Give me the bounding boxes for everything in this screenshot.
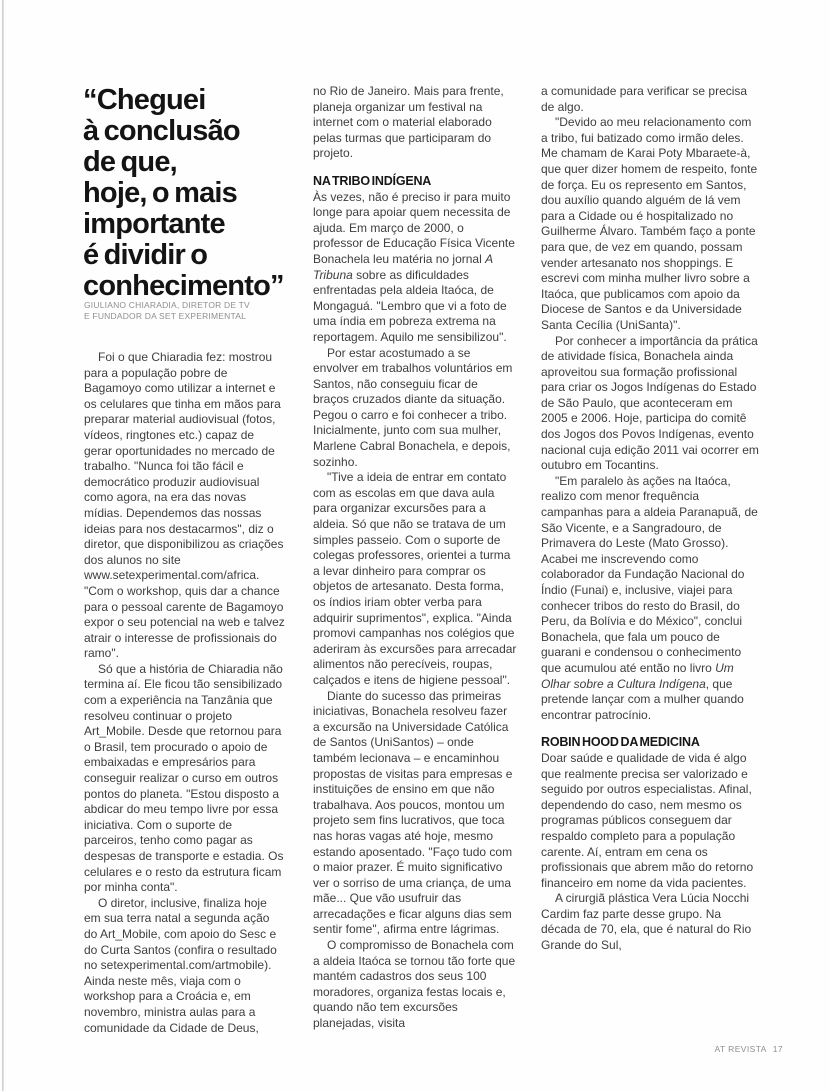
article-column-1 bbox=[84, 350, 285, 1036]
paragraph: O compromisso de Bonachela com a aldeia Itaóca se tornou tão forte que mantém cadastros dos seus 100 moradores, organiza festas locais e, quando não tem excursões planejadas, visita bbox=[313, 938, 516, 1031]
article-column-3 bbox=[541, 84, 759, 954]
attribution-line: GIULIANO CHIARADIA, DIRETOR DE TV bbox=[84, 300, 250, 310]
paragraph: Por estar acostumado a se envolver em trabalhos voluntários em Santos, não conseguiu ficar de braços cruzados diante da situação. Pegou o carro e foi conhecer a tribo. Inicialmente, junto com sua mulher, Marlene Cabral Bonachela, e depois, sozinho. bbox=[313, 345, 513, 469]
pull-quote bbox=[83, 85, 303, 302]
pull-quote-attribution bbox=[84, 300, 299, 322]
page-left-edge-line bbox=[2, 0, 4, 1091]
paragraph: "Tive a ideia de entrar em contato com as escolas em que dava aula para organizar excursões para a aldeia. Só que não se tratava de um simples passeio. Com o suporte de colegas professores, orientei a turma a levar dinheiro para comprar os objetos de artesanato. Desta forma, os índios iriam obter verba para adquirir suprimentos", explica. "Ainda promovi campanhas nos colégios que aderiram às excursões para arrecadar alimentos não perecíveis, roupas, calçados e itens de higiene pessoal". bbox=[313, 470, 517, 687]
paragraph: Doar saúde e qualidade de vida é algo que realmente precisa ser valorizado e seguido por outros especialistas. Afinal, dependendo do caso, nem mesmo os programas públicos conseguem dar respaldo completo para a população carente. Aí, entram em cena os profissionais que abrem mão do retorno financeiro em nome da vida pacientes. bbox=[541, 750, 754, 890]
page-number: 17 bbox=[772, 1044, 783, 1054]
pull-quote-line: é dividir o bbox=[83, 239, 208, 271]
pull-quote-line: conhecimento” bbox=[83, 270, 284, 302]
page-footer bbox=[715, 1044, 783, 1054]
section-heading-na-tribo-indigena: NA TRIBO INDÍGENA bbox=[313, 173, 432, 188]
pull-quote-line: “Cheguei bbox=[83, 84, 206, 116]
pull-quote-line: à conclusão bbox=[83, 115, 240, 147]
pull-quote-line: de que, bbox=[83, 146, 177, 178]
paragraph: Diante do sucesso das primeiras iniciativas, Bonachela resolveu fazer a excursão na Universidade Católica de Santos (UniSantos) – onde também lecionava – e encaminhou propostas de visitas para empresas e instituições de ensino em que não trabalhava. Aos poucos, montou um projeto sem fins lucrativos, que toca nas horas vagas até hoje, mesmo estando aposentado. "Faço tudo com o maior prazer. É muito significativo ver o sorriso de uma criança, de uma mãe... Que vão usufruir das arrecadações e ficar alguns dias sem sentir fome", afirma entre lágrimas. bbox=[313, 688, 513, 937]
paragraph: O diretor, inclusive, finaliza hoje em sua terra natal a segunda ação do Art_Mobile, com apoio do Sesc e do Curta Santos (confira o resultado no setexperimental.com/artmobile). Ainda neste mês, viaja com o workshop para a Croácia e, em novembro, ministra aulas para a comunidade da Cidade de Deus, bbox=[84, 895, 277, 1035]
paragraph: a comunidade para verificar se precisa de algo. bbox=[541, 84, 748, 114]
paragraph: "Devido ao meu relacionamento com a tribo, fui batizado como irmão deles. Me chamam de Karai Poty Mbaraete-à, que quer dizer homem de respeito, fonte de força. Eu os represento em Santos, dou auxílio quando alguém de lá vem para a Cidade ou é hospitalizado no Guilherme Álvaro. Também faço a ponte para que, de vez em quando, possam vender artesanato nos shoppings. E escrevi com minha mulher livro sobre a Itaóca, que publicamos com apoio da Diocese de Santos e da Universidade Santa Cecília (UniSanta)". bbox=[541, 115, 758, 332]
article-column-2 bbox=[313, 84, 517, 1032]
section-heading-robin-hood-da-medicina: ROBIN HOOD DA MEDICINA bbox=[541, 735, 700, 750]
paragraph: Às vezes, não é preciso ir para muito longe para apoiar quem necessita de ajuda. Em março de 2000, o professor de Educação Física Vicente Bonachela leu matéria no jornal A Tribuna sobre as dificuldades enfrentadas pela aldeia Itaóca, de Mongaguá. "Lembro que vi a foto de uma índia em pobreza extrema na reportagem. Aquilo me sensibilizou". bbox=[313, 189, 515, 344]
paragraph: "Em paralelo às ações na Itaóca, realizo com menor frequência campanhas para a aldeia Paranapuã, de São Vicente, e a Sangradouro, de Primavera do Leste (Mato Grosso). Acabei me inscrevendo como colaborador da Fundação Nacional do Índio (Funai) e, inclusive, viajei para conhecer tribos do resto do Brasil, do Peru, da Bolívia e do México", conclui Bonachela, que fala um pouco de guarani e condensou o conhecimento que acumulou até então no livro Um Olhar sobre a Cultura Indígena, que pretende lançar com a mulher quando encontrar patrocínio. bbox=[541, 473, 758, 722]
paragraph: no Rio de Janeiro. Mais para frente, planeja organizar um festival na internet com o material elaborado pelas turmas que participaram do projeto. bbox=[313, 84, 504, 161]
paragraph: Foi o que Chiaradia fez: mostrou para a população pobre de Bagamoyo como utilizar a internet e os celulares que tinha em mãos para preparar material audiovisual (fotos, vídeos, ringtones etc.) capaz de gerar oportunidades no mercado de trabalho. "Nunca foi tão fácil e democrático produzir audiovisual como agora, na era das novas mídias. Dependemos das nossas ideias para nos destacarmos", diz o diretor, que disponibilizou as criações dos alunos no site www.setexperimental.com/africa. "Com o workshop, quis dar a chance para o pessoal carente de Bagamoyo expor o seu potencial na web e talvez atrair o interesse de profissionais do ramo". bbox=[84, 350, 285, 661]
paragraph: A cirurgiã plástica Vera Lúcia Nocchi Cardim faz parte desse grupo. Na década de 70, ela, que é natural do Rio Grande do Sul, bbox=[541, 891, 752, 953]
pull-quote-line: importante bbox=[83, 208, 225, 240]
paragraph: Por conhecer a importância da prática de atividade física, Bonachela ainda aproveitou sua formação profissional para criar os Jogos Indígenas do Estado de São Paulo, que aconteceram em 2005 e 2006. Hoje, participa do comitê dos Jogos dos Povos Indígenas, evento nacional cuja edição 2011 vai ocorrer em outubro em Tocantins. bbox=[541, 333, 759, 473]
magazine-name: AT REVISTA bbox=[714, 1044, 767, 1054]
pull-quote-line: hoje, o mais bbox=[83, 177, 237, 209]
attribution-line: E FUNDADOR DA SET EXPERIMENTAL bbox=[84, 311, 247, 321]
paragraph: Só que a história de Chiaradia não termina aí. Ele ficou tão sensibilizado com a experiência na Tanzânia que resolveu continuar o projeto Art_Mobile. Desde que retornou para o Brasil, tem procurado o apoio de embaixadas e empresários para conseguir realizar o curso em outros pontos do planeta. "Estou disposto a abdicar do meu tempo livre por essa iniciativa. Com o suporte de parceiros, tenho como pagar as despesas de transporte e estadia. Os celulares e o resto da estrutura ficam por minha conta". bbox=[84, 661, 284, 895]
